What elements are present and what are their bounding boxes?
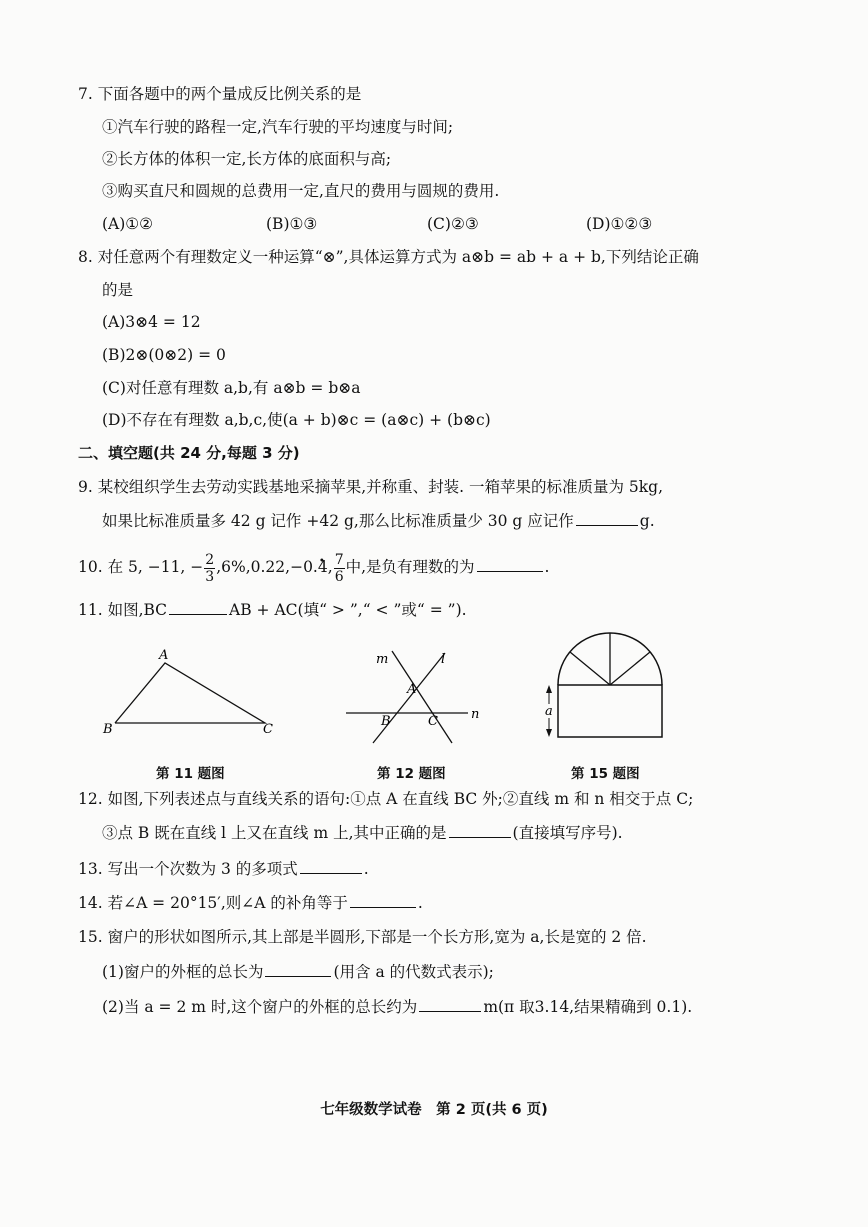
q9-answer-blank[interactable] — [576, 509, 638, 526]
q15-part1 — [102, 960, 494, 983]
q10-frac1-den: 3 — [205, 568, 215, 585]
q8-option-d: (D)不存在有理数 a,b,c,使(a + b)⊗c = (a⊗c) + (b⊗c) — [102, 411, 491, 429]
q9-unit: g. — [639, 512, 655, 530]
q14-answer-blank[interactable] — [350, 891, 416, 908]
fig15-label-a: a — [545, 704, 553, 719]
q12-answer-blank[interactable] — [449, 821, 511, 838]
q9-text: 如果比标准质量多 42 g 记作 +42 g,那么比标准质量少 30 g 应记作 — [102, 512, 574, 530]
fig11-label-c: C — [263, 722, 273, 737]
q15-stem: 15. 窗户的形状如图所示,其上部是半圆形,下部是一个长方形,宽为 a,长是宽的 2 倍. — [78, 928, 647, 946]
q11-text-b: AB + AC(填“ > ”,“ < ”或“ = ”). — [229, 601, 467, 619]
fig11-caption: 第 11 题图 — [156, 766, 225, 782]
q13-line — [78, 857, 369, 880]
q15-part1-blank[interactable] — [265, 960, 331, 977]
fig12-label-b: B — [381, 714, 391, 729]
q10-text-d: 中,是负有理数的为 — [345, 558, 475, 576]
q10-fraction-1 — [204, 552, 215, 585]
q8-option-a: (A)3⊗4 = 12 — [102, 313, 201, 331]
q11-line — [78, 598, 467, 621]
q12-line2 — [102, 821, 623, 844]
fig11-label-a: A — [159, 648, 169, 663]
q13-answer-blank[interactable] — [300, 857, 362, 874]
q10-text-b: ,6%,0.22,−0. — [216, 558, 318, 576]
window-rectangle — [558, 685, 662, 737]
q9-line1: 9. 某校组织学生去劳动实践基地采摘苹果,并称重、封装. 一箱苹果的标准质量为 5kg, — [78, 478, 664, 496]
q15-part2 — [102, 995, 692, 1018]
dimension-arrow-top — [546, 685, 552, 693]
q12-text-a: ③点 B 既在直线 l 上又在直线 m 上,其中正确的是 — [102, 824, 447, 842]
q13-text-b: . — [363, 860, 369, 878]
fig11-label-b: B — [103, 722, 113, 737]
section-heading: 二、填空题(共 24 分,每题 3 分) — [78, 444, 300, 462]
q15-part2-text-a: (2)当 a = 2 m 时,这个窗户的外框的总长约为 — [102, 998, 418, 1016]
q7-option-a: (A)①② — [102, 215, 154, 233]
q7-option-d: (D)①②③ — [586, 215, 653, 233]
q10-frac2-num: 7 — [334, 551, 344, 568]
q7-stem: 7. 下面各题中的两个量成反比例关系的是 — [78, 85, 362, 103]
q15-part2-blank[interactable] — [419, 995, 481, 1012]
figure-12-lines — [340, 645, 500, 750]
fig12-label-m: m — [376, 652, 389, 667]
q7-statement-2: ②长方体的体积一定,长方体的底面积与高; — [102, 150, 392, 168]
q14-line — [78, 891, 423, 914]
q11-text-a: 11. 如图,BC — [78, 601, 168, 619]
window-spoke-3 — [610, 652, 650, 685]
q7-option-c: (C)②③ — [427, 215, 479, 233]
q10-fraction-2 — [334, 552, 345, 585]
q12-line1: 12. 如图,下列表述点与直线关系的语句:①点 A 在直线 BC 外;②直线 m 和 n 相交于点 C; — [78, 790, 694, 808]
fig12-label-l: l — [441, 652, 446, 667]
q10-line — [78, 550, 549, 585]
q9-line2 — [102, 509, 655, 532]
dimension-arrow-bottom — [546, 729, 552, 737]
q10-answer-blank[interactable] — [477, 555, 543, 572]
q7-option-b: (B)①③ — [266, 215, 318, 233]
q10-text-a: 10. 在 5, −11, − — [78, 558, 204, 576]
q10-text-c: , — [327, 558, 333, 576]
fig12-label-a: A — [407, 682, 417, 697]
figure-15-window — [540, 630, 680, 745]
q8-option-c: (C)对任意有理数 a,b,有 a⊗b = b⊗a — [102, 379, 361, 397]
triangle-abc — [115, 663, 265, 723]
fig12-caption: 第 12 题图 — [377, 766, 446, 782]
q10-frac1-num: 2 — [205, 551, 215, 568]
q7-statement-1: ①汽车行驶的路程一定,汽车行驶的平均速度与时间; — [102, 118, 454, 136]
q15-part2-text-b: m(π 取3.14,结果精确到 0.1). — [483, 998, 693, 1016]
fig15-caption: 第 15 题图 — [571, 766, 640, 782]
window-spoke-1 — [570, 652, 610, 685]
q15-part1-text-a: (1)窗户的外框的总长为 — [102, 963, 264, 981]
q10-repeating-digit: • 4 — [318, 558, 328, 576]
q14-text-a: 14. 若∠A = 20°15′,则∠A 的补角等于 — [78, 894, 348, 912]
q7-statement-3: ③购买直尺和圆规的总费用一定,直尺的费用与圆规的费用. — [102, 182, 500, 200]
q10-frac2-den: 6 — [334, 568, 344, 585]
q14-text-b: . — [417, 894, 423, 912]
q11-answer-blank[interactable] — [169, 598, 227, 615]
q12-text-b: (直接填写序号). — [512, 824, 623, 842]
page-footer: 七年级数学试卷 第 2 页(共 6 页) — [320, 1102, 548, 1118]
q8-option-b: (B)2⊗(0⊗2) = 0 — [102, 346, 226, 364]
q8-stem-cont: 的是 — [102, 281, 134, 299]
q15-part1-text-b: (用含 a 的代数式表示); — [333, 963, 494, 981]
q8-stem: 8. 对任意两个有理数定义一种运算“⊗”,具体运算方式为 a⊗b = ab + a + b,下列结论正确 — [78, 248, 699, 266]
q10-text-e: . — [544, 558, 550, 576]
fig12-label-c: C — [428, 714, 438, 729]
q13-text-a: 13. 写出一个次数为 3 的多项式 — [78, 860, 298, 878]
figure-11-triangle — [95, 645, 295, 745]
fig12-label-n: n — [471, 707, 480, 722]
